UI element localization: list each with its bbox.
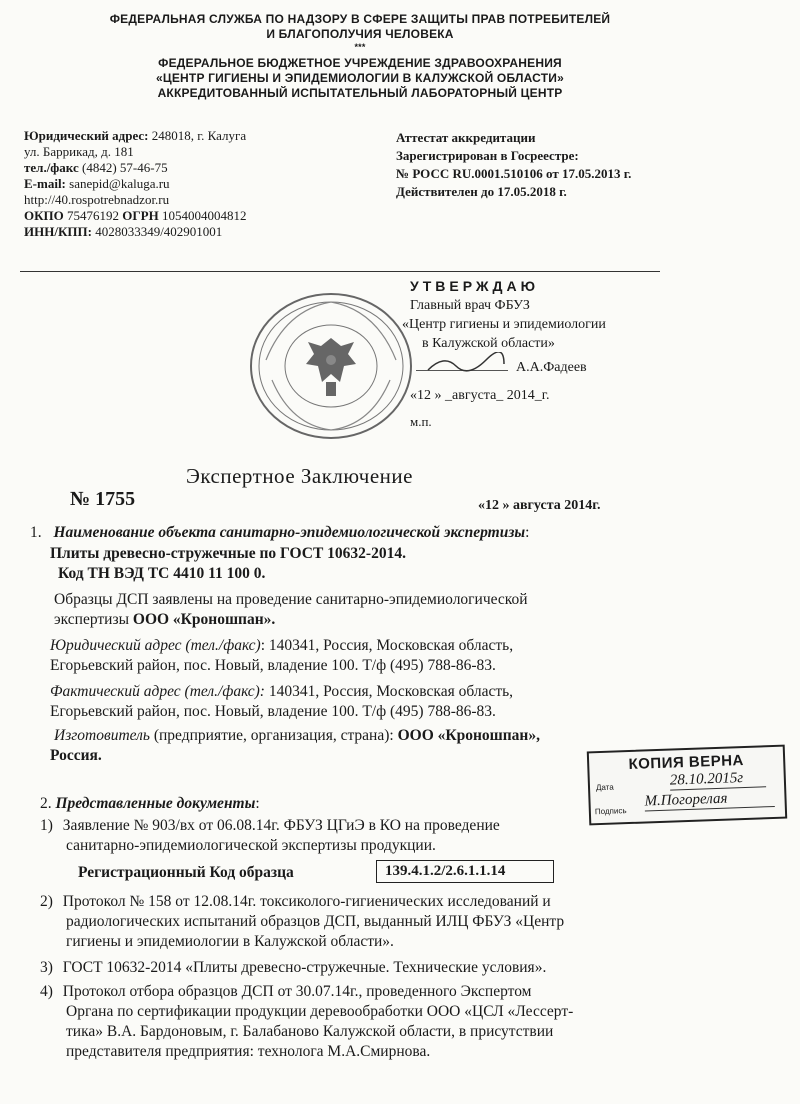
item-line: ГОСТ 10632-2014 «Плиты древесно-стружечные. Технические условия». (62, 959, 547, 976)
document-item-4-line-3: тика» В.А. Бардоновым, г. Балабаново Калужской области, в присутствии (66, 1023, 554, 1040)
section-2-colon: : (255, 795, 260, 812)
approval-date: «12 » _августа_ 2014_г. (410, 388, 550, 403)
agency-header (60, 12, 660, 101)
manufacturer-country: Россия. (50, 747, 102, 764)
legal-address-value: 248018, г. Калуга (148, 128, 247, 143)
phone-value: (4842) 57-46-75 (78, 160, 168, 175)
document-item-2-line-3: гигиены и эпидемиологии в Калужской области». (66, 933, 394, 950)
actual-address-title: Фактический адрес (тел./факс): (50, 683, 265, 700)
accreditation-number: № РОСС RU.0001.510106 от 17.05.2013 г. (396, 166, 632, 181)
item-number: 3) (40, 959, 53, 976)
company-name: ООО «Кроношпан». (132, 611, 276, 628)
section-1-heading (30, 523, 529, 543)
item-line: Протокол отбора образцов ДСП от 30.07.14г., проведенного Экспертом (62, 983, 532, 1000)
document-item-2-line-2: радиологических испытаний образцов ДСП, выданный ИЛЦ ФБУЗ «Центр (66, 913, 565, 930)
samples-line-1: Образцы ДСП заявлены на проведение санитарно-эпидемиологической (54, 591, 528, 608)
item-line: Протокол № 158 от 12.08.14г. токсиколого-гигиенических исследований и (62, 893, 551, 910)
approval-signer: А.А.Фадеев (516, 360, 587, 375)
accreditation-valid: Действителен до 17.05.2018 г. (396, 184, 567, 199)
inn-value: 4028033349/402901001 (91, 224, 223, 239)
email-value: sanepid@kaluga.ru (65, 176, 170, 191)
accreditation-registered: Зарегистрирован в Госреестре: (396, 148, 579, 163)
item-number: 2) (40, 893, 53, 910)
section-2-number: 2. (40, 795, 52, 812)
legal-address-title: Юридический адрес (тел./факс) (50, 637, 261, 654)
document-item-3 (40, 958, 546, 978)
registration-code-box: 139.4.1.2/2.6.1.1.14 (376, 860, 554, 883)
signature (426, 352, 506, 376)
seal-graphic (246, 290, 416, 442)
copy-certified-stamp (587, 745, 787, 826)
document-item-4 (40, 982, 531, 1002)
section-1-colon: : (525, 524, 530, 541)
actual-address-line-1: 140341, Россия, Московская область, (264, 683, 514, 700)
manufacturer-line (54, 726, 540, 746)
manufacturer-text: (предприятие, организация, страна): (149, 727, 398, 744)
header-divider (20, 271, 660, 272)
section-1-title: Наименование объекта санитарно-эпидемиологической экспертизы (53, 524, 526, 541)
email-label: E-mail: (24, 176, 66, 191)
samples-line-2 (54, 610, 275, 630)
copy-stamp-date-value: 28.10.2015г (670, 769, 767, 790)
inn-label: ИНН/КПП: (24, 224, 92, 239)
actual-address-line-2: Егорьевский район, пос. Новый, владение 100. Т/ф (495) 788-86-83. (50, 703, 496, 720)
section-2-heading (40, 794, 260, 814)
legal-address-line-1: : 140341, Россия, Московская область, (260, 637, 514, 654)
manufacturer-title: Изготовитель (54, 727, 150, 744)
okpo-value: 75476192 (63, 208, 123, 223)
approval-line-2: «Центр гигиены и эпидемиологии (402, 317, 606, 332)
document-title: Экспертное Заключение (186, 464, 413, 488)
okpo-label: ОКПО (24, 208, 64, 223)
agency-line-1: ФЕДЕРАЛЬНАЯ СЛУЖБА ПО НАДЗОРУ В СФЕРЕ ЗАЩИТЫ ПРАВ ПОТРЕБИТЕЛЕЙ (109, 12, 611, 26)
legal-address-line (50, 636, 513, 656)
approval-block (402, 278, 680, 353)
approval-mp: м.п. (410, 414, 432, 429)
org-line-2: «ЦЕНТР ГИГИЕНЫ И ЭПИДЕМИОЛОГИИ В КАЛУЖСКОЙ ОБЛАСТИ» (156, 71, 564, 85)
document-number: № 1755 (70, 488, 136, 510)
approval-line-3: в Калужской области» (422, 336, 555, 351)
email (24, 176, 354, 192)
legal-address-line-2: Егорьевский район, пос. Новый, владение 100. Т/ф (495) 788-86-83. (50, 657, 496, 674)
official-seal (246, 290, 416, 442)
approval-title: УТВЕРЖДАЮ (410, 278, 540, 294)
ogrn-label: ОГРН (122, 208, 159, 223)
ogrn-value: 1054004004812 (158, 208, 247, 223)
inn-kpp (24, 224, 354, 240)
legal-address (24, 128, 354, 144)
copy-stamp-title: КОПИЯ ВЕРНА (628, 752, 745, 774)
item-number: 1) (40, 817, 53, 834)
section-1-code: Код ТН ВЭД ТС 4410 11 100 0. (58, 565, 266, 582)
section-1-product: Плиты древесно-стружечные по ГОСТ 10632-2014. (50, 545, 406, 562)
phone-label: тел./факс (24, 160, 79, 175)
item-line: Заявление № 903/вх от 06.08.14г. ФБУЗ ЦГиЭ в КО на проведение (62, 817, 500, 834)
signature-mark (426, 352, 506, 376)
registration-code-label: Регистрационный Код образца (78, 864, 294, 881)
document-item-1 (40, 816, 500, 836)
item-number: 4) (40, 983, 53, 1000)
copy-stamp-sign-value: М.Погорелая (644, 789, 775, 812)
actual-address-line (50, 682, 513, 702)
okpo-ogrn (24, 208, 354, 224)
org-line-1: ФЕДЕРАЛЬНОЕ БЮДЖЕТНОЕ УЧРЕЖДЕНИЕ ЗДРАВООХРАНЕНИЯ (158, 56, 562, 70)
header-stars: *** (354, 42, 366, 52)
phone (24, 160, 354, 176)
document-date: «12 » августа 2014г. (478, 498, 601, 513)
legal-address-label: Юридический адрес: (24, 128, 149, 143)
document-item-4-line-2: Органа по сертификации продукции деревообработки ООО «ЦСЛ «Лессерт- (66, 1003, 574, 1020)
approval-line-1: Главный врач ФБУЗ (410, 298, 530, 313)
copy-stamp-date-label: Дата (595, 782, 614, 793)
document-item-2 (40, 892, 551, 912)
document-item-1-line-2: санитарно-эпидемиологической экспертизы продукции. (66, 837, 436, 854)
street-address: ул. Баррикад, д. 181 (24, 144, 134, 159)
samples-line-2-text: экспертизы (54, 611, 133, 628)
section-2-title: Представленные документы (55, 795, 256, 812)
website: http://40.rospotrebnadzor.ru (24, 192, 170, 207)
copy-stamp-sign-label: Подпись (594, 806, 627, 817)
contacts-block (24, 128, 354, 240)
manufacturer-company: ООО «Кроношпан», (397, 727, 540, 744)
section-1-number: 1. (30, 524, 42, 541)
org-line-3: АККРЕДИТОВАННЫЙ ИСПЫТАТЕЛЬНЫЙ ЛАБОРАТОРНЫЙ ЦЕНТР (157, 86, 563, 100)
agency-line-2: И БЛАГОПОЛУЧИЯ ЧЕЛОВЕКА (266, 27, 454, 41)
accreditation-block (396, 130, 736, 200)
document-item-4-line-4: представителя предприятия: технолога М.А.Смирнова. (66, 1043, 431, 1060)
accreditation-title: Аттестат аккредитации (396, 130, 536, 145)
